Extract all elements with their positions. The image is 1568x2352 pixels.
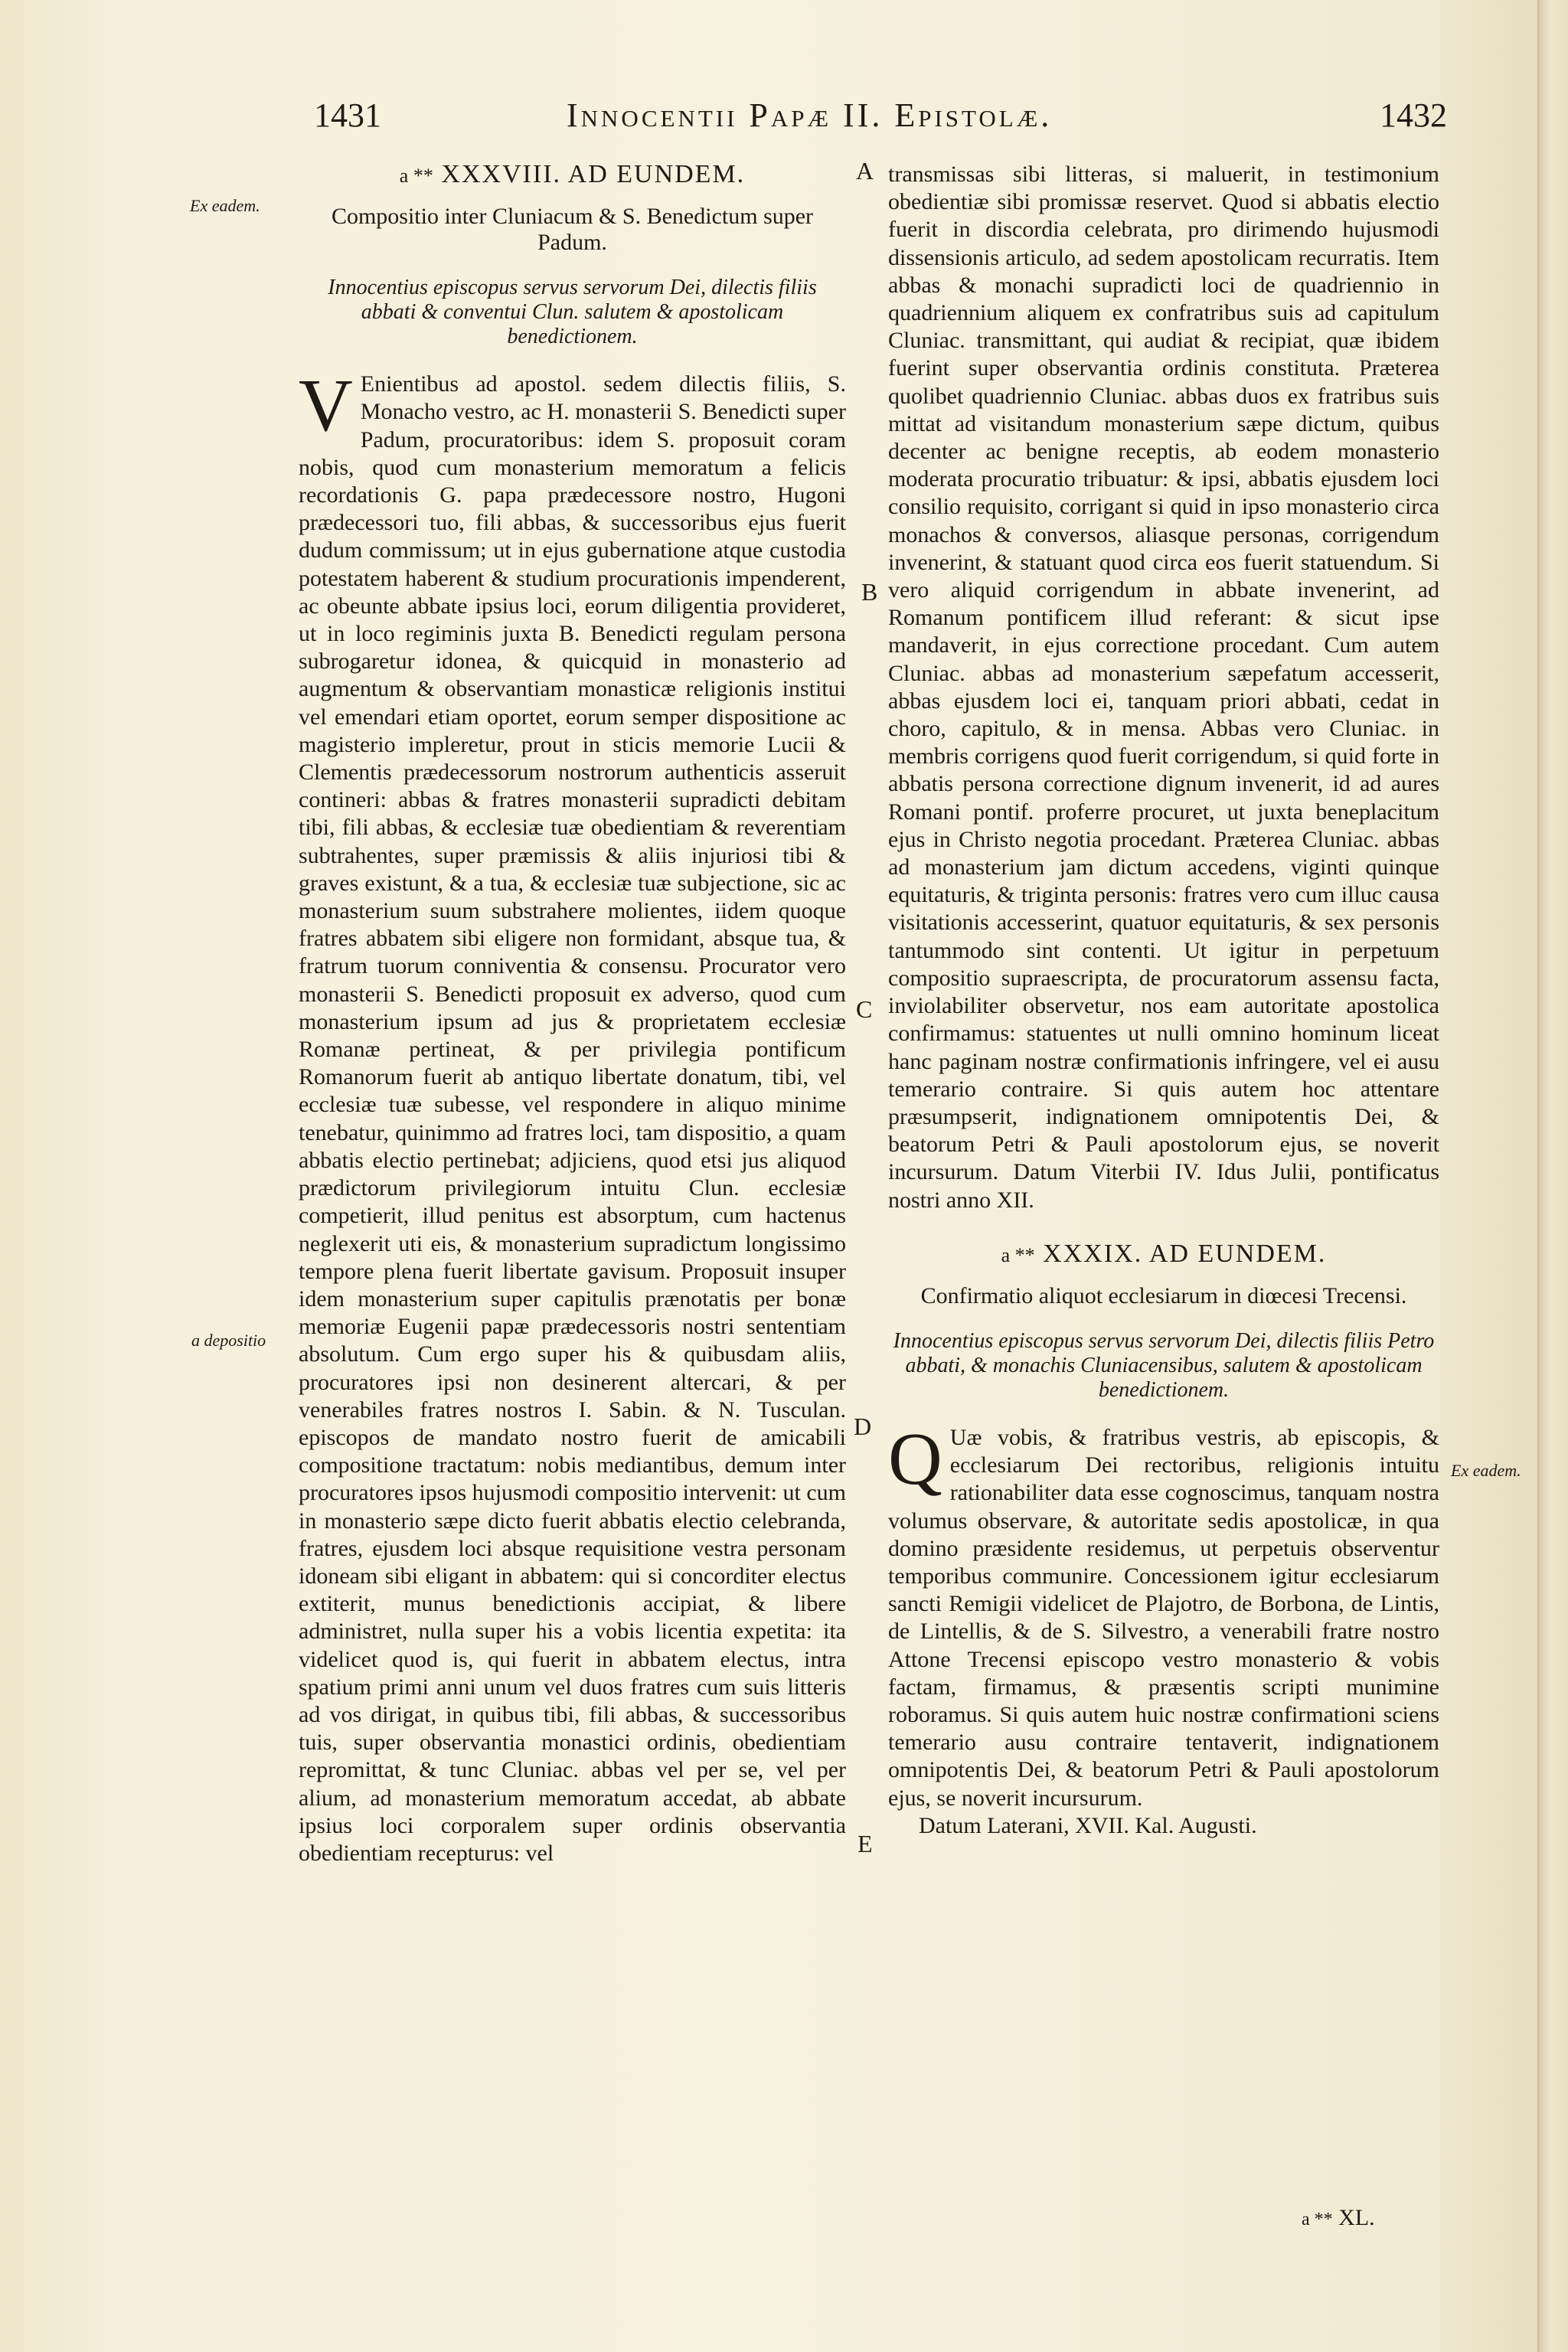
title-text: XXXIX. AD EUNDEM. xyxy=(1043,1239,1327,1268)
catchword-mark: a ** xyxy=(1302,2210,1333,2230)
section-marker-b: B xyxy=(861,578,878,606)
letter-body-38-part1: Enientibus ad apostol. sedem dilectis filiis, S. Monacho vestro, ac H. monasterii S. Benedicti super Padum, procuratoribus: idem S. proposuit coram nobis, quod cum monasterium memoratum a felicis recordationis G. papa prædecessore nostro, Hugoni prædecessori tuo, fili abbas, & successoribus ejus fuerit dudum commissum; ut in ejus gubernatione atque custodia potestatem haberent & studium procurationis impenderent, ac obeunte abbate ipsius loci, eorum diligentia provideret, ut in loco regiminis juxta B. Benedicti regulam persona subrogaretur idonea, & quicquid in monasterio ad augmentum & observantiam monasticæ religionis institui vel emendari etiam oportet, eorum semper dispositione ac magisterio impleretur, prout in sticis memorie Lucii & Clementis prædecessorum nostrorum authenticis asseruit contineri: abbas & fratres monasterii supradicti debitam tibi, fili abbas, & ecclesiæ tuæ obedientiam & reverentiam subtrahentes, super præmissis & aliis injuriosi tibi & graves existunt, & a tua, & ecclesiæ tuæ subjectione, sic ac monasterium suum substrahere molientes, iidem quoque fratres abbatem sibi eligere non formidant, absque tua, & fratrum tuorum conniventia & consensu. Procurator vero monasterii S. Benedicti proposuit ex adverso, quod cum monasterium ipsum ad jus & proprietatem ecclesiæ Romanæ pertineat, & per privilegia pontificum Romanorum fuerit ab antiquo libertate donatum, tibi, vel ecclesiæ tuæ subesse, vel respondere in aliquo minime tenebatur, quinimmo ad fratres loci, tam dispositio, a quam abbatis electio pertinebat; adjiciens, quod etsi jus aliquod prædictorum privilegiorum intuitu Clun. ecclesiæ competierit, illud penitus est absorptum, cum hactenus neglexerit uti eis, & monasterium supradictum longissimo tempore plena fuerit libertate gavisum. Proposuit insuper idem monasterium super capitulis prænotatis per bonæ memoriæ Eugenii papæ prædecessoris nostri sententiam absolutum. Cum ergo super his & quibusdam aliis, procuratores ipsi non desinerent altercari, & per venerabiles fratres nostros I. Sabin. & N. Tusculan. episcopos de mandato nostro fuerit de amicabili compositione tractatum: nobis mediantibus, demum inter procuratores ipsos hujusmodi compositio intervenit: ut cum in monasterio sæpe dicto fuerit abbatis electio celebranda, fratres, ejusdem loci absque requisitione vestra personam idoneam sibi eligant in abbatem: qui si concorditer electus extiterit, munus benedictionis accipiat, & libere administret, nulla super his a vobis licentia expetita: ita videlicet quod is, qui fuerit in abbatem electus, intra spatium primi anni unum vel duos fratres cum suis litteris ad vos dirigat, in quibus tibi, fili abbas, & successoribus tuis, super observantia monastici ordinis, obedientiam repromittat, & tunc Cluniac. abbas vel per se, vel per alium, ad monasterium memoratum accedat, ab abbate ipsius loci corporalem super ordinis observantia obedientiam recepturus: vel xyxy=(299,371,846,1866)
drop-cap-q: Q xyxy=(888,1417,942,1501)
letter-salutation-38: Innocentius episcopus servus servorum Dei, dilectis filiis abbati & conventui Clun. salutem & apostolicam benedictionem. xyxy=(328,276,817,349)
left-column xyxy=(299,161,846,1867)
facing-page-edge xyxy=(1537,0,1568,2352)
section-marker-a: A xyxy=(856,157,874,185)
section-marker-c: C xyxy=(856,995,873,1023)
letter-body-38-part2: transmissas sibi litteras, si maluerit, in testimonium obedientiæ sibi promissæ reservet. Quod si abbatis electio fuerit in discordia celebrata, pro dirimendo hujusmodi dissensionis articulo, ad sedem apostolicam recurratis. Item abbas & monachi supradicti loci de quadriennio in quadriennium aliquem ex confratribus suis ad capitulum Cluniac. transmittant, qui audiat & recipiat, quæ ibidem fuerint super observantia ordinis constituta. Præterea quolibet quadriennio Cluniac. abbas duos ex fratribus suis mittat ad visitandum monasterium sæpe dictum, quibus decenter ac benigne receptis, ab eodem monasterio moderata procuratio tribuatur: & ipsi, abbatis ejusdem loci consilio requisito, corrigant si quid in ipso monasterio circa monachos & conversos, aliasque personas, corrigendum invenerint, & statuant quod circa eos fuerit statuendum. Si vero aliquid corrigendum in abbate invenerint, ad Romanum pontificem illud referant: & sicut ipse mandaverit, in ejus correctione procedant. Cum autem Cluniac. abbas ad monasterium sæpefatum accesserit, abbas ejusdem loci ei, tanquam priori abbati, cedat in choro, capitulo, & in mensa. Abbas vero Cluniac. in membris corrigens quod fuerit corrigendum, si quid forte in abbatis persona correctione dignum invenerit, id ad aures Romani pontif. proferre procuret, ut juxta beneplacitum ejus in Christo negotia procedant. Præterea Cluniac. abbas ad monasterium jam dictum accedens, viginti quinque equitaturis, & triginta personis: fratres vero cum illuc causa visitationis accesserint, quatuor equitaturis, & sex personis tantummodo sint contenti. Ut igitur in perpetuum compositio supraescripta, de procuratorum assensu facta, inviolabiliter observetur, nos eam autoritate apostolica confirmamus: statuentes ut nulli omnino hominum liceat hanc paginam nostræ confirmationis infringere, vel ei ausu temerario contraire. Si quis autem hoc attentare præsumpserit, indignationem omnipotentis Dei, & beatorum Petri & Pauli apostolorum ejus, se noverit incursurum. Datum Viterbii IV. Idus Julii, pontificatus nostri anno XII. xyxy=(888,162,1439,1213)
catchword xyxy=(1302,2205,1375,2231)
drop-cap-v: V xyxy=(299,364,353,448)
letter-body-38 xyxy=(299,364,846,1867)
letter-date-39: Datum Laterani, XVII. Kal. Augusti. xyxy=(919,1812,1257,1838)
letter-salutation-39: Innocentius episcopus servus servorum Dei, dilectis filiis Petro abbati, & monachis Cluniacensibus, salutem & apostolicam benedictionem. xyxy=(893,1328,1435,1402)
section-marker-d: D xyxy=(854,1413,872,1440)
side-note-ex-eadem-right: Ex eadem. xyxy=(1451,1461,1521,1480)
side-note-ex-eadem: Ex eadem. xyxy=(190,196,260,215)
letter-title-38 xyxy=(299,161,846,190)
letter-title-39 xyxy=(888,1240,1439,1269)
letter-body-39 xyxy=(888,1417,1439,1840)
letter-body-38-continued xyxy=(888,161,1439,1214)
page-number-right: 1432 xyxy=(1380,96,1447,134)
title-text: XXXVIII. AD EUNDEM. xyxy=(441,160,746,188)
catchword-text: XL. xyxy=(1338,2205,1375,2230)
side-note-depositio: a depositio xyxy=(191,1331,266,1350)
letter-body-39-text: Uæ vobis, & fratribus vestris, ab episcopis, & ecclesiarum Dei rectoribus, religionis intuitu rationabiliter data esse cognoscimus, tanquam nostra volumus observare, & autoritate sedis apostolicæ, in qua domino præsidente residemus, ut perpetuis observentur temporibus communire. Concessionem igitur ecclesiarum sancti Remigii videlicet de Plajotro, de Borbona, de Lintis, de Lintellis, & de S. Silvestro, a venerabili fratre nostro Attone Trecensi episcopo vestro monasterio & vobis factam, firmamus, & præsentis scripti munimine roboramus. Si quis autem huic nostræ confirmationi sciens temerario ausu contraire tentaverit, indignationem omnipotentis Dei, & beatorum Petri & Pauli apostolorum ejus, se noverit incursurum. xyxy=(888,1424,1439,1811)
title-mark: a ** xyxy=(1001,1243,1035,1266)
letter-summary-38: Compositio inter Cluniacum & S. Benedictum super Padum. xyxy=(331,204,814,256)
right-column xyxy=(888,161,1439,1840)
letter-summary-39: Confirmatio aliquot ecclesiarum in diœcesi Trecensi. xyxy=(920,1282,1407,1308)
section-marker-e: E xyxy=(858,1830,873,1857)
running-title: Innocentii Papæ II. Epistolæ. xyxy=(567,96,1053,134)
running-header xyxy=(314,96,1447,142)
title-mark: a ** xyxy=(399,165,433,187)
page-number-left: 1431 xyxy=(314,96,381,134)
